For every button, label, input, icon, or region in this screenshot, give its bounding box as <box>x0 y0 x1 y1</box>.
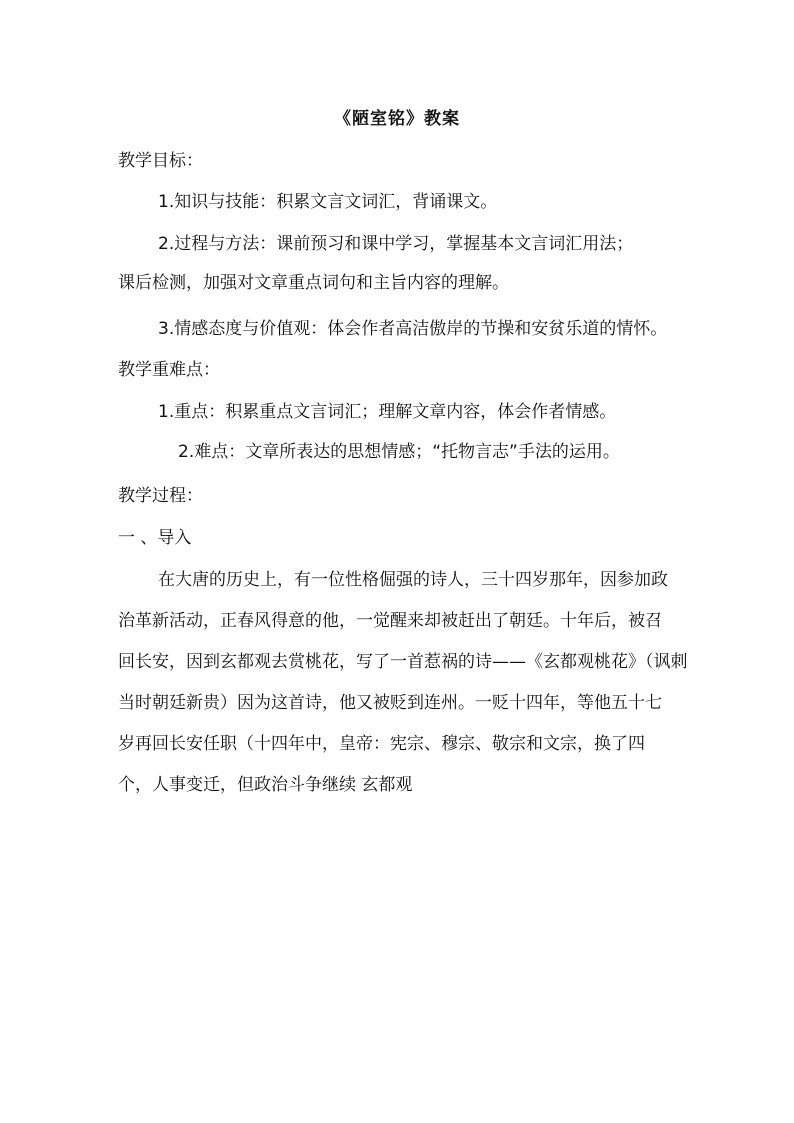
objective-1: 1.知识与技能：积累文言文词汇，背诵课文。 <box>158 192 498 212</box>
objectives-heading: 教学目标： <box>118 151 203 171</box>
keypoint-1: 1.重点：积累重点文言词汇；理解文章内容，体会作者情感。 <box>158 402 617 422</box>
intro-paragraph-line: 当时朝廷新贵）因为这首诗，他又被贬到连州。一贬十四年，等他五十七 <box>118 693 662 713</box>
objective-2-line-1: 2.过程与方法：课前预习和课中学习，掌握基本文言词汇用法； <box>158 234 634 254</box>
objective-2-line-2: 课后检测，加强对文章重点词句和主旨内容的理解。 <box>118 273 509 293</box>
intro-paragraph-line: 回长安，因到玄都观去赏桃花，写了一首惹祸的诗——《玄都观桃花》（讽刺 <box>118 652 688 672</box>
intro-heading: 一 、导入 <box>118 528 192 548</box>
intro-paragraph-line: 在大唐的历史上，有一位性格倔强的诗人，三十四岁那年，因参加政 <box>158 570 668 590</box>
objective-3: 3.情感态度与价值观：体会作者高洁傲岸的节操和安贫乐道的情怀。 <box>158 319 668 339</box>
keypoints-heading: 教学重难点： <box>118 360 220 380</box>
keypoint-2: 2.难点：文章所表达的思想情感；“托物言志”手法的运用。 <box>178 442 620 462</box>
intro-paragraph-line: 个，人事变迁，但政治斗争继续 玄都观 <box>118 775 413 795</box>
intro-paragraph-line: 岁再回长安任职（十四年中，皇帝：宪宗、穆宗、敬宗和文宗，换了四 <box>118 734 645 754</box>
document-title: 《陋室铭》教案 <box>334 109 460 129</box>
process-heading: 教学过程： <box>118 486 203 506</box>
intro-paragraph-line: 治革新活动，正春风得意的他，一觉醒来却被赶出了朝廷。十年后，被召 <box>118 611 662 631</box>
